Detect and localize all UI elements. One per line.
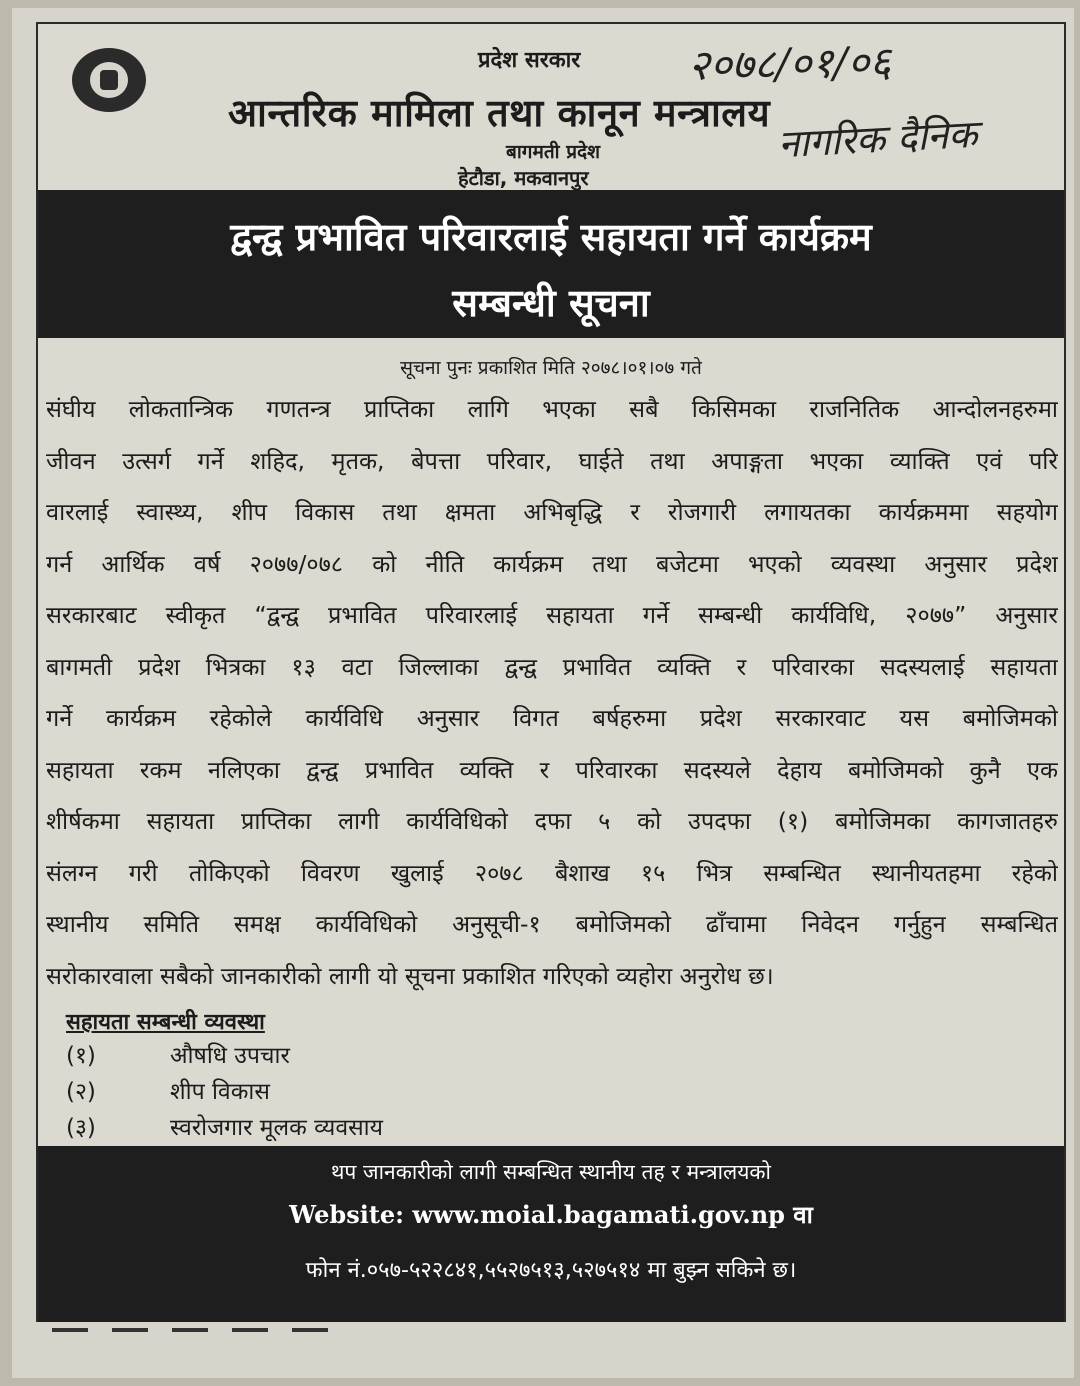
body-line: बागमती प्रदेश भित्रका १३ वटा जिल्लाका द्वन्द्व प्रभावित व्यक्ति र परिवारका सदस्यलाई सहायता	[46, 652, 1058, 681]
list-item-label: स्वरोजगार मूलक व्यवसाय	[170, 1115, 383, 1141]
footer-info: थप जानकारीको लागी सम्बन्धित स्थानीय तह र मन्त्रालयको	[331, 1160, 771, 1184]
government-emblem-icon	[72, 48, 146, 112]
body-line: स्थानीय समिति समक्ष कार्यविधिको अनुसूची-१ बमोजिमको ढाँचामा निवेदन गर्नुहुन सम्बन्धित	[46, 910, 1058, 938]
city-name: हेटौडा, मकवानपुर	[458, 166, 589, 190]
notice-body	[46, 384, 1058, 1002]
footer-phone: फोन नं.०५७-५२२८४१,५५२७५१३,५२७५१४ मा बुझ्न सकिने छ।	[305, 1258, 797, 1283]
footer-banner	[38, 1146, 1064, 1322]
body-line: संघीय लोकतान्त्रिक गणतन्त्र प्राप्तिका लागि भएका सबै किसिमका राजनितिक आन्दोलनहरुमा	[46, 395, 1058, 423]
list-item-number: (२)	[66, 1079, 96, 1105]
handwritten-note: नागरिक दैनिक	[777, 111, 979, 167]
body-line: जीवन उत्सर्ग गर्ने शहिद, मृतक, बेपत्ता परिवार, घाईते तथा अपाङ्गता भएका व्याक्ति एवं परि	[46, 446, 1058, 475]
list-item-label: शीप विकास	[170, 1079, 270, 1105]
notice-title-line-2: सम्बन्धी सूचना	[452, 281, 650, 325]
republished-date: सूचना पुनः प्रकाशित मिति २०७८।०१।०७ गते	[400, 357, 702, 379]
body-line: गर्ने कार्यक्रम रहेकोले कार्यविधि अनुसार विगत बर्षहरुमा प्रदेश सरकारवाट यस बमोजिमको	[46, 704, 1058, 732]
public-notice	[36, 22, 1066, 1322]
body-line: सरकारबाट स्वीकृत “द्वन्द्व प्रभावित परिवारलाई सहायता गर्ने सम्बन्धी कार्यविधि, २०७७” अनुसार	[46, 601, 1058, 629]
newspaper-page	[12, 8, 1074, 1378]
title-banner	[38, 190, 1064, 338]
body-line: वारलाई स्वास्थ्य, शीप विकास तथा क्षमता अभिबृद्धि र रोजगारी लगायतका कार्यक्रममा सहयोग	[46, 498, 1058, 526]
list-item-number: (१)	[66, 1043, 96, 1069]
body-line: शीर्षकमा सहायता प्राप्तिका लागी कार्यविधिको दफा ५ को उपदफा (१) बमोजिमका कागजातहरु	[46, 807, 1058, 835]
province-name: बागमती प्रदेश	[506, 141, 601, 163]
ministry-name: आन्तरिक मामिला तथा कानून मन्त्रालय	[228, 91, 771, 135]
list-item-label: औषधि उपचार	[170, 1043, 290, 1069]
footer-website: Website: www.moial.bagamati.gov.np वा	[289, 1200, 813, 1229]
body-line: संलग्न गरी तोकिएको विवरण खुलाई २०७८ बैशाख १५ भित्र सम्बन्धित स्थानीयतहमा रहेको	[46, 858, 1058, 887]
notice-title-line-1: द्वन्द्व प्रभावित परिवारलाई सहायता गर्ने कार्यक्रम	[230, 215, 872, 259]
government-label: प्रदेश सरकार	[478, 48, 581, 73]
list-item-number: (३)	[66, 1115, 96, 1141]
assistance-heading: सहायता सम्बन्धी व्यवस्था	[66, 1010, 265, 1035]
handwritten-date: २०७८/०१/०६	[687, 37, 892, 90]
body-line: सहायता रकम नलिएका द्वन्द्व प्रभावित व्यक्ति र परिवारका सदस्यले देहाय बमोजिमको कुनै एक	[46, 755, 1058, 784]
body-line: सरोकारवाला सबैको जानकारीको लागी यो सूचना प्रकाशित गरिएको व्यहोरा अनुरोध छ।	[46, 961, 774, 990]
notice-header	[38, 24, 1064, 190]
divider	[52, 1328, 352, 1334]
body-line: गर्न आर्थिक वर्ष २०७७/०७८ को नीति कार्यक्रम तथा बजेटमा भएको व्यवस्था अनुसार प्रदेश	[46, 549, 1058, 578]
